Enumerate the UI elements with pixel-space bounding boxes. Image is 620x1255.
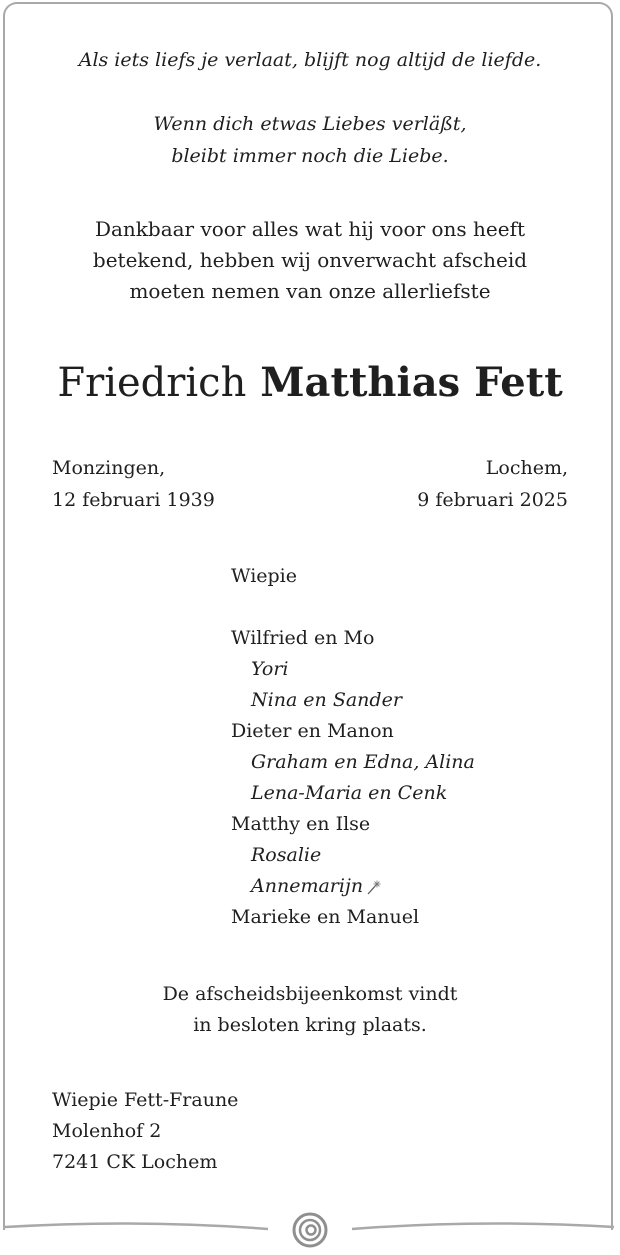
intro-line2: betekend, hebben wij onverwacht afscheid <box>92 248 528 272</box>
address-street: Molenhof 2 <box>52 1120 162 1142</box>
member-name-text: Marieke en Manuel <box>231 906 420 928</box>
family-spacer <box>231 592 475 623</box>
address-name: Wiepie Fett-Fraune <box>52 1089 239 1111</box>
member-name-text: Lena-Maria en Cenk <box>251 782 448 804</box>
member-name-text: Graham en Edna, Alina <box>251 751 475 773</box>
child-name <box>231 902 475 933</box>
member-name-text: Matthy en Ilse <box>231 813 371 835</box>
child-name <box>231 716 475 747</box>
death-info <box>417 452 568 516</box>
deceased-rest-name: Matthias Fett <box>260 359 563 406</box>
member-name-text: Wilfried en Mo <box>231 627 375 649</box>
quote-dutch: Als iets liefs je verlaat, blijft nog altijd de liefde. <box>78 49 542 71</box>
deceased-first-name: Friedrich <box>57 360 247 406</box>
birth-date: 12 februari 1939 <box>52 489 215 511</box>
ceremony-line2: in besloten kring plaats. <box>193 1014 427 1036</box>
quote-german-line2: bleibt immer noch die Liebe. <box>171 145 449 167</box>
quote-german-line1: Wenn dich etwas Liebes verläßt, <box>153 113 467 135</box>
birth-info <box>52 452 215 516</box>
member-name-text: Annemarijn <box>251 875 364 897</box>
address-city: 7241 CK Lochem <box>52 1151 218 1173</box>
grandchild-name <box>231 871 475 902</box>
grandchild-name <box>231 778 475 809</box>
spouse-name: Wiepie <box>231 565 297 587</box>
grandchild-name <box>231 654 475 685</box>
member-name-text: Yori <box>251 658 289 680</box>
family-members <box>231 623 475 933</box>
dandelion-icon <box>366 879 382 895</box>
footer-ornament <box>0 1205 620 1255</box>
member-name-text: Rosalie <box>251 844 322 866</box>
rose-icon <box>294 1214 326 1246</box>
family-list <box>231 561 475 933</box>
grandchild-name <box>231 840 475 871</box>
child-name <box>231 623 475 654</box>
death-place: Lochem, <box>485 457 568 479</box>
birth-place: Monzingen, <box>52 457 166 479</box>
child-name <box>231 809 475 840</box>
intro-text <box>0 214 620 307</box>
ceremony-line1: De afscheidsbijeenkomst vindt <box>162 983 458 1005</box>
correspondence-address <box>52 1085 238 1178</box>
ceremony-text <box>0 979 620 1041</box>
death-date: 9 februari 2025 <box>417 489 568 511</box>
grandchild-name <box>231 685 475 716</box>
ornament-left-swash <box>5 1223 268 1229</box>
deceased-name <box>0 355 620 411</box>
ornament-right-swash <box>352 1223 614 1229</box>
intro-line3: moeten nemen van onze allerliefste <box>129 279 491 303</box>
member-name-text: Dieter en Manon <box>231 720 394 742</box>
grandchild-name <box>231 747 475 778</box>
member-name-text: Nina en Sander <box>251 689 402 711</box>
intro-line1: Dankbaar voor alles wat hij voor ons heeft <box>94 217 526 241</box>
